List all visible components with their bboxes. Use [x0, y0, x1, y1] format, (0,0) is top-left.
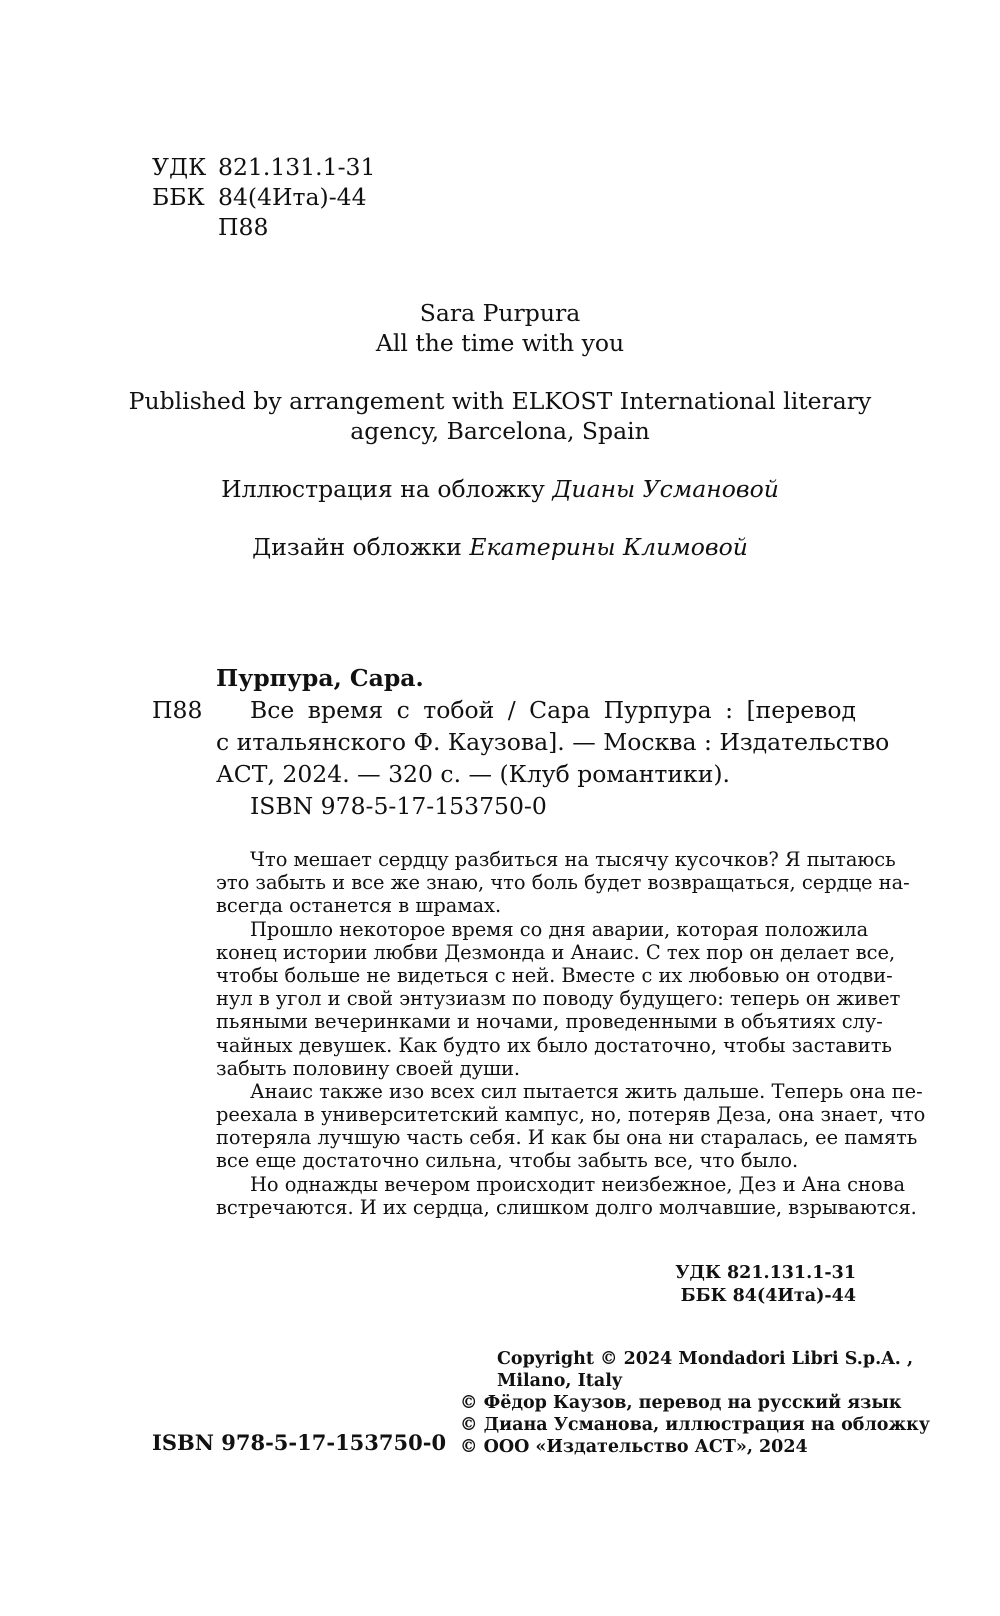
author-mark: П88 [218, 213, 269, 241]
card-code: П88 [152, 696, 203, 724]
udk-value: 821.131.1-31 [218, 153, 376, 181]
annotation-line: пьяными вечеринками и ночами, проведенными в объятиях слу- [216, 1010, 883, 1034]
illustration-credit [0, 474, 1000, 504]
card-isbn: ISBN 978-5-17-153750-0 [250, 792, 547, 820]
annotation-line: всегда останется в шрамах. [216, 894, 502, 918]
annotation-line: забыть половину своей души. [216, 1056, 521, 1080]
annotation-line: чтобы больше не видеться с ней. Вместе с их любовью он отодви- [216, 963, 893, 987]
annotation-line: реехала в университетский кампус, но, потеряв Деза, она знает, что [216, 1103, 926, 1127]
original-title: All the time with you [375, 329, 625, 357]
udk-small: УДК 821.131.1-31 [675, 1263, 856, 1283]
arrangement-line-2: agency, Barcelona, Spain [350, 417, 650, 445]
card-line: АСТ, 2024. — 320 с. — (Клуб романтики). [216, 760, 731, 788]
arrangement-line-1: Published by arrangement with ELKOST International literary [128, 387, 872, 415]
copyright-line-2: Milano, Italy [497, 1371, 623, 1391]
card-line: Все время с тобой / Сара Пурпура : [перевод [250, 696, 856, 724]
design-credit [0, 532, 1000, 562]
annotation-line: Но однажды вечером происходит неизбежное, Дез и Ана снова [250, 1172, 906, 1196]
annotation-line: все еще достаточно сильна, чтобы забыть все, что было. [216, 1149, 799, 1173]
annotation-line: конец истории любви Дезмонда и Анаис. С тех пор он делает все, [216, 940, 896, 964]
copyright-line-4: © Диана Усманова, иллюстрация на обложку [460, 1415, 930, 1435]
udk-row [152, 152, 375, 182]
annotation-line: встречаются. И их сердца, слишком долго молчавшие, взрываются. [216, 1195, 917, 1219]
annotation-line: Что мешает сердцу разбиться на тысячу кусочков? Я пытаюсь [250, 848, 896, 871]
original-author: Sara Purpura [419, 299, 581, 327]
card-line: с итальянского Ф. Каузова]. — Москва : Издательство [216, 728, 890, 756]
card-author: Пурпура, Сара. [216, 664, 424, 692]
annotation-line: потеряла лучшую часть себя. И как бы она ни старалась, ее память [216, 1126, 918, 1150]
annotation-line: Анаис также изо всех сил пытается жить дальше. Теперь она пе- [250, 1079, 923, 1103]
design-prefix: Дизайн обложки [252, 533, 462, 561]
bbk-label: ББК [152, 183, 205, 211]
bbk-value: 84(4Ита)-44 [218, 183, 367, 211]
author-mark-row [152, 212, 268, 242]
illustrator-name: Дианы Усмановой [552, 475, 779, 503]
annotation-line: Прошло некоторое время со дня аварии, которая положила [250, 917, 869, 941]
copyright-line-1: Copyright © 2024 Mondadori Libri S.p.A. , [497, 1349, 914, 1369]
designer-name: Екатерины Климовой [469, 533, 748, 561]
copyright-line-5: © ООО «Издательство АСТ», 2024 [460, 1437, 808, 1457]
annotation-line: чайных девушек. Как будто их было достаточно, чтобы заставить [216, 1033, 892, 1057]
udk-label: УДК [152, 153, 207, 181]
annotation [216, 848, 926, 1219]
isbn-bottom: ISBN 978-5-17-153750-0 [152, 1430, 447, 1455]
copyright-line-3: © Фёдор Каузов, перевод на русский язык [460, 1393, 902, 1413]
annotation-line: нул в угол и свой энтузиазм по поводу будущего: теперь он живет [216, 987, 901, 1011]
annotation-line: это забыть и все же знаю, что боль будет возвращаться, сердце на- [216, 871, 910, 895]
illustration-prefix: Иллюстрация на обложку [221, 475, 545, 503]
bbk-row [152, 182, 367, 212]
bbk-small: ББК 84(4Ита)-44 [680, 1286, 856, 1306]
